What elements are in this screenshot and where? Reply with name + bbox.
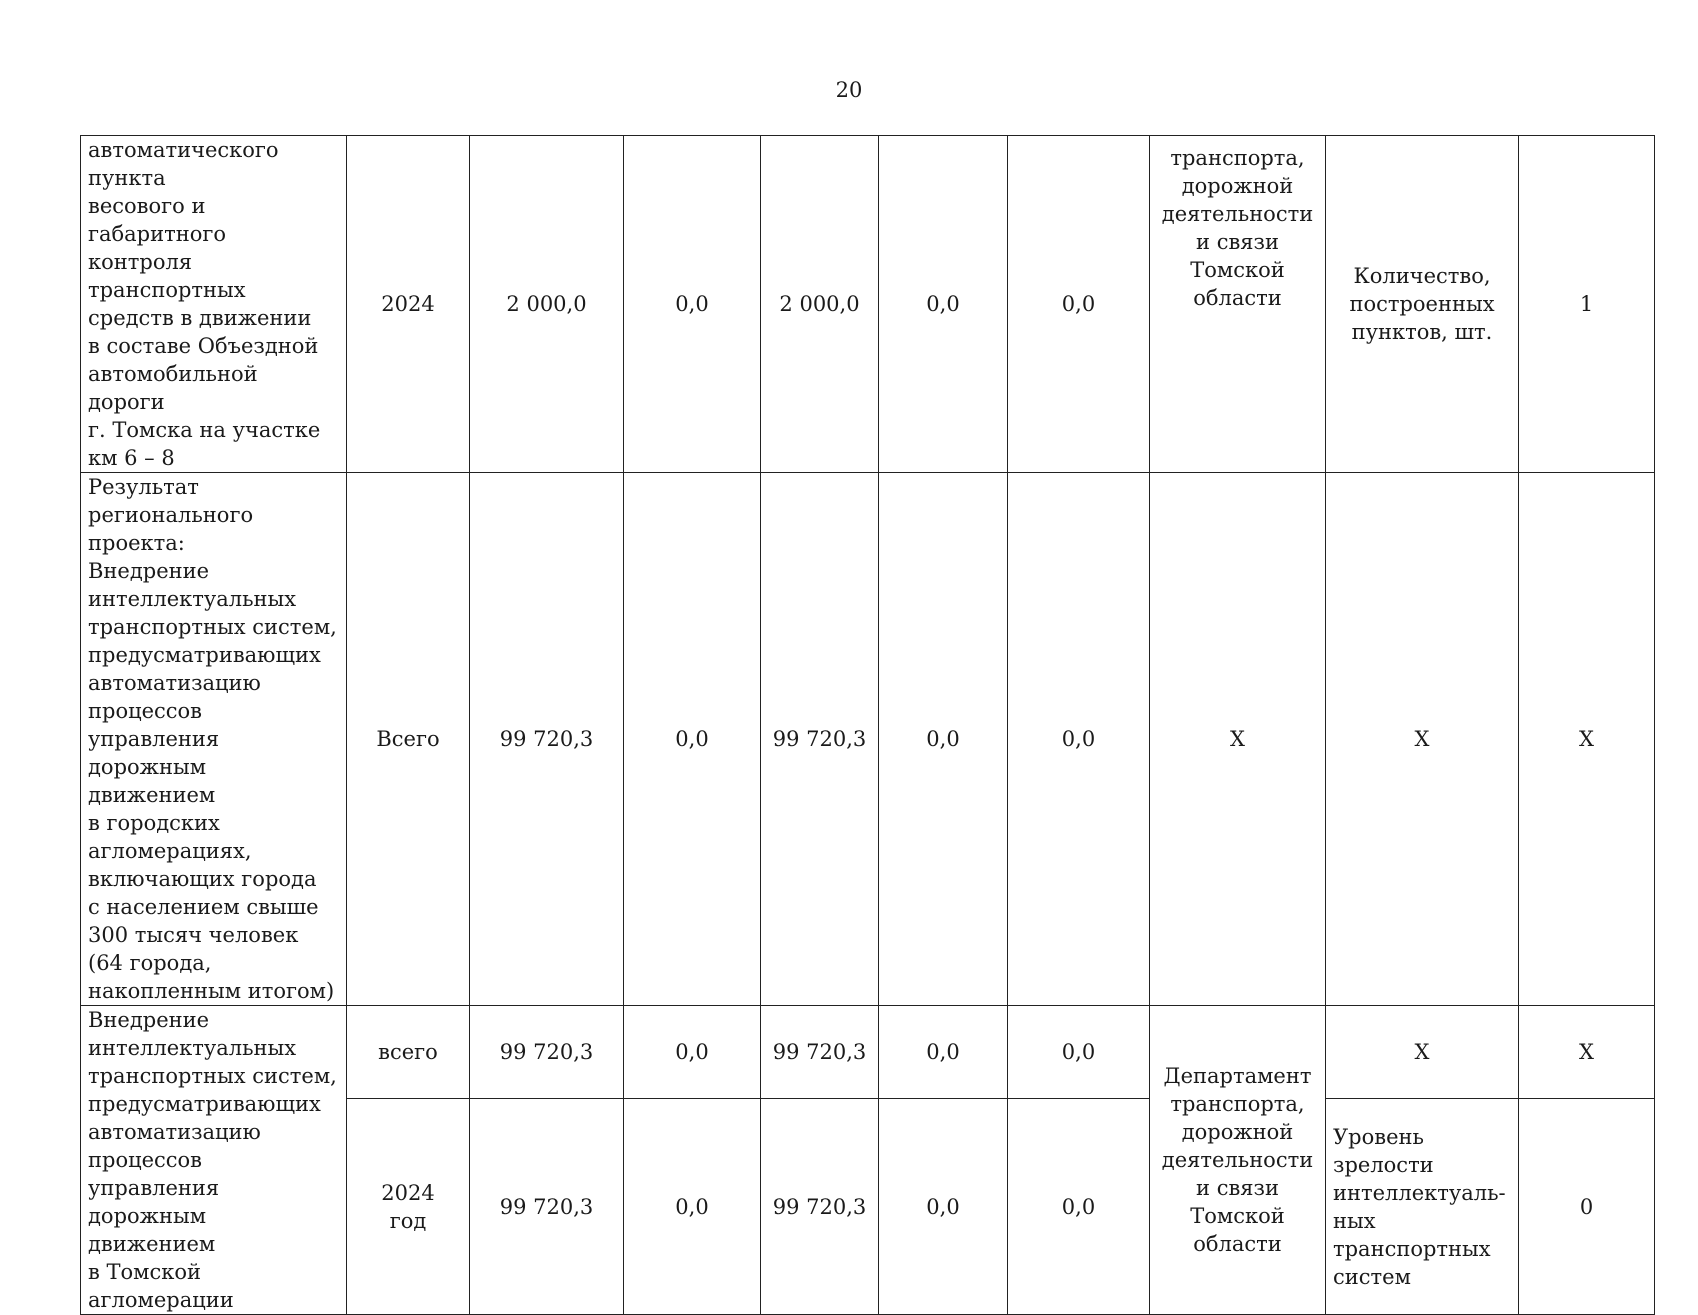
value-cell: 1 <box>1519 136 1655 473</box>
year-cell: Всего <box>347 473 470 1006</box>
other-cell: 0,0 <box>1008 1099 1150 1315</box>
responsible-cell: транспорта, дорожной деятельности и связи Томской области <box>1150 136 1326 473</box>
row-name-cell: автоматического пункта весового и габаритного контроля транспортных средств в движении в составе Объездной автомобильной дороги г. Томска на участке км 6 – 8 <box>81 136 347 473</box>
regional-cell: 2 000,0 <box>761 136 879 473</box>
row-name-cell: Результат регионального проекта: Внедрение интеллектуальных транспортных систем, предусматривающих автоматизацию процессов управления дорожным движением в городских агломерациях, включающих города с населением свыше 300 тысяч человек (64 города, накопленным итогом) <box>81 473 347 1006</box>
total-cell: 99 720,3 <box>470 473 624 1006</box>
federal-cell: 0,0 <box>624 1099 761 1315</box>
budget-table <box>80 135 1655 1315</box>
regional-cell: 99 720,3 <box>761 1006 879 1099</box>
table-row <box>81 473 1655 1006</box>
indicator-cell: Уровень зрелости интеллектуаль- ных транспортных систем <box>1326 1099 1519 1315</box>
other-cell: 0,0 <box>1008 473 1150 1006</box>
federal-cell: 0,0 <box>624 1006 761 1099</box>
year-cell: 2024 год <box>347 1099 470 1315</box>
indicator-cell: Х <box>1326 473 1519 1006</box>
regional-cell: 99 720,3 <box>761 1099 879 1315</box>
local-cell: 0,0 <box>879 136 1008 473</box>
year-cell: 2024 <box>347 136 470 473</box>
table-row <box>81 136 1655 473</box>
value-cell: Х <box>1519 473 1655 1006</box>
year-cell: всего <box>347 1006 470 1099</box>
value-cell: Х <box>1519 1006 1655 1099</box>
indicator-cell: Х <box>1326 1006 1519 1099</box>
other-cell: 0,0 <box>1008 1006 1150 1099</box>
responsible-cell: Х <box>1150 473 1326 1006</box>
local-cell: 0,0 <box>879 1006 1008 1099</box>
federal-cell: 0,0 <box>624 473 761 1006</box>
regional-cell: 99 720,3 <box>761 473 879 1006</box>
page-number: 20 <box>835 78 863 102</box>
table-row <box>81 1006 1655 1099</box>
responsible-cell: Департамент транспорта, дорожной деятельности и связи Томской области <box>1150 1006 1326 1315</box>
total-cell: 2 000,0 <box>470 136 624 473</box>
local-cell: 0,0 <box>879 1099 1008 1315</box>
row-name-cell: Внедрение интеллектуальных транспортных систем, предусматривающих автоматизацию процессов управления дорожным движением в Томской агломерации <box>81 1006 347 1315</box>
total-cell: 99 720,3 <box>470 1006 624 1099</box>
local-cell: 0,0 <box>879 473 1008 1006</box>
value-cell: 0 <box>1519 1099 1655 1315</box>
federal-cell: 0,0 <box>624 136 761 473</box>
other-cell: 0,0 <box>1008 136 1150 473</box>
total-cell: 99 720,3 <box>470 1099 624 1315</box>
indicator-cell: Количество, построенных пунктов, шт. <box>1326 136 1519 473</box>
